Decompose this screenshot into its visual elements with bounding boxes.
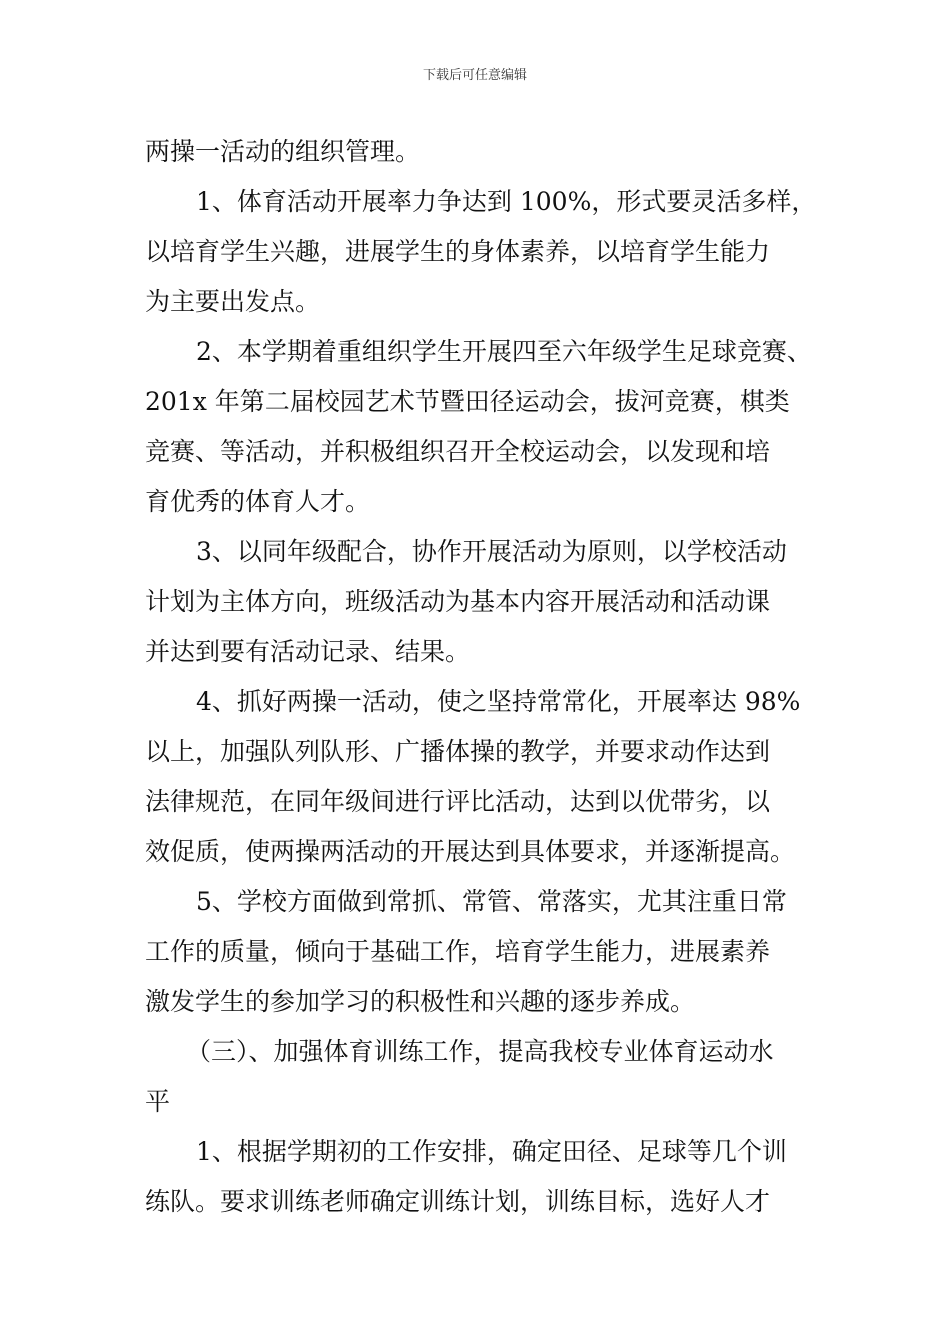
text-line: 两操一活动的组织管理。 bbox=[145, 137, 421, 166]
text-line: 4、抓好两操一活动，使之坚持常常化，开展率达 98% bbox=[196, 687, 801, 716]
text-line: 计划为主体方向，班级活动为基本内容开展活动和活动课 bbox=[145, 587, 771, 616]
text-line: 育优秀的体育人才。 bbox=[145, 487, 371, 516]
text-line: 工作的质量，倾向于基础工作，培育学生能力，进展素养 bbox=[145, 937, 771, 966]
text-line: 以上，加强队列队形、广播体操的教学，并要求动作达到 bbox=[145, 737, 771, 766]
text-line: 5、学校方面做到常抓、常管、常落实，尤其注重日常 bbox=[196, 887, 787, 916]
text-line: 为主要出发点。 bbox=[145, 287, 321, 316]
text-line: 练队。要求训练老师确定训练计划，训练目标，选好人才 bbox=[145, 1187, 771, 1216]
text-line: 激发学生的参加学习的积极性和兴趣的逐步养成。 bbox=[145, 987, 696, 1016]
text-line: 并达到要有活动记录、结果。 bbox=[145, 637, 471, 666]
text-line: 效促质，使两操两活动的开展达到具体要求，并逐渐提高。 bbox=[145, 837, 796, 866]
text-line: 2、本学期着重组织学生开展四至六年级学生足球竞赛、 bbox=[196, 337, 812, 366]
text-line: （三）、加强体育训练工作，提高我校专业体育运动水 bbox=[186, 1037, 774, 1066]
text-line: 平 bbox=[145, 1087, 171, 1116]
text-line: 3、以同年级配合，协作开展活动为原则，以学校活动 bbox=[196, 537, 787, 566]
text-line: 1、体育活动开展率力争达到 100%，形式要灵活多样， bbox=[196, 187, 817, 216]
text-line: 法律规范，在同年级间进行评比活动，达到以优带劣，以 bbox=[145, 787, 771, 816]
text-line: 1、根据学期初的工作安排，确定田径、足球等几个训 bbox=[196, 1137, 787, 1166]
text-line: 以培育学生兴趣，进展学生的身体素养，以培育学生能力 bbox=[145, 237, 771, 266]
text-line: 竞赛、等活动，并积极组织召开全校运动会，以发现和培 bbox=[145, 437, 771, 466]
page-header-note: 下载后可任意编辑 bbox=[422, 68, 527, 83]
text-line: 201x 年第二届校园艺术节暨田径运动会，拔河竞赛，棋类 bbox=[145, 387, 790, 416]
